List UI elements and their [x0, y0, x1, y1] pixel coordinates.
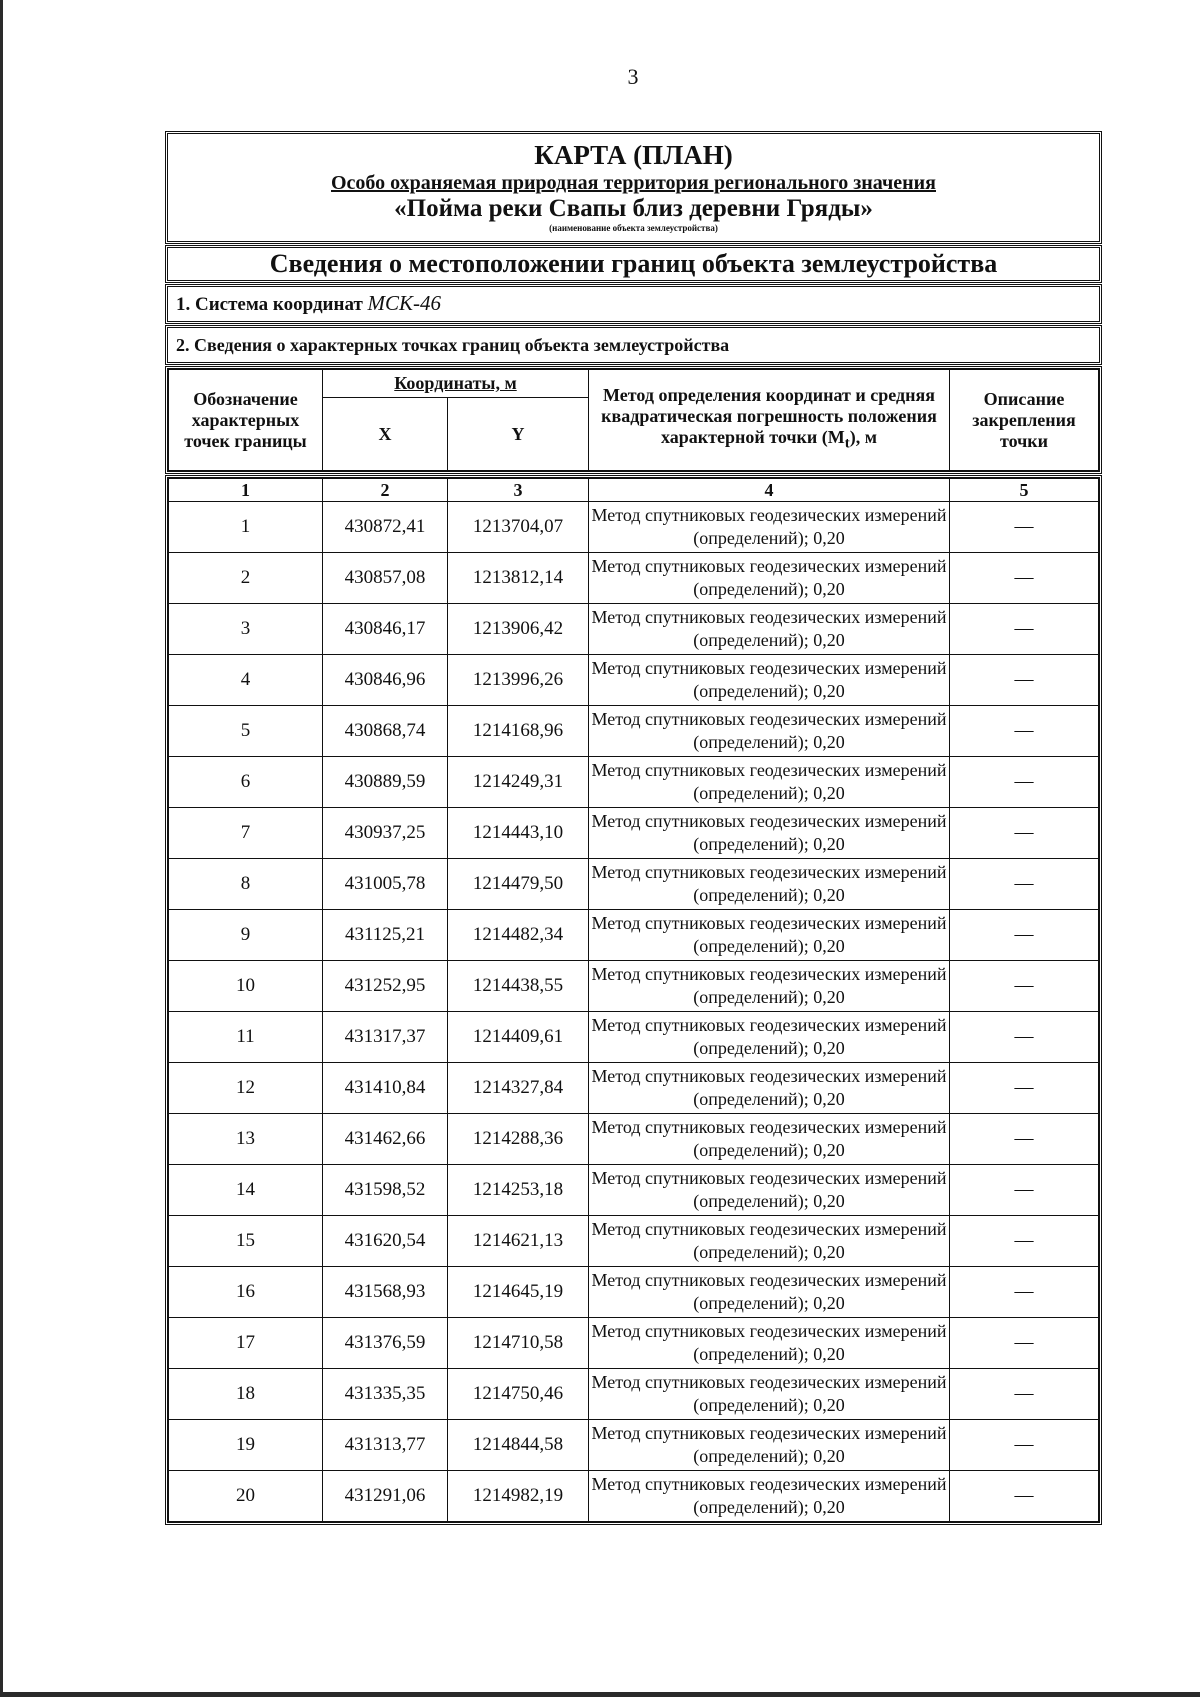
table-row: [169, 655, 1099, 706]
coordinate-y: 1214288,36: [448, 1114, 589, 1165]
points-table-header: [165, 366, 1102, 474]
object-name: «Пойма реки Свапы близ деревни Гряды»: [394, 195, 873, 222]
description-cell: —: [950, 1216, 1099, 1267]
description-cell: —: [950, 604, 1099, 655]
method-cell: Метод спутниковых геодезических измерений (определений); 0,20: [589, 502, 950, 553]
method-cell: Метод спутниковых геодезических измерений (определений); 0,20: [589, 1216, 950, 1267]
description-cell: —: [950, 1063, 1099, 1114]
coordinate-y: 1214479,50: [448, 859, 589, 910]
method-cell: Метод спутниковых геодезических измерений (определений); 0,20: [589, 757, 950, 808]
method-cell: Метод спутниковых геодезических измерений (определений); 0,20: [589, 1165, 950, 1216]
coordinate-x: 431598,52: [323, 1165, 448, 1216]
coordinate-system-value: МСК-46: [367, 291, 441, 315]
coordinate-y: 1213704,07: [448, 502, 589, 553]
coordinate-y: 1214710,58: [448, 1318, 589, 1369]
method-cell: Метод спутниковых геодезических измерений (определений); 0,20: [589, 910, 950, 961]
header-designation: Обозначение характерных точек границы: [169, 370, 323, 471]
method-cell: Метод спутниковых геодезических измерений (определений); 0,20: [589, 1267, 950, 1318]
table-row: [169, 1267, 1099, 1318]
coordinate-x: 431462,66: [323, 1114, 448, 1165]
coordinate-y: 1214249,31: [448, 757, 589, 808]
description-cell: —: [950, 502, 1099, 553]
point-number: 2: [169, 553, 323, 604]
map-title: КАРТА (ПЛАН): [534, 140, 733, 170]
coordinate-y: 1213812,14: [448, 553, 589, 604]
table-row: [169, 1369, 1099, 1420]
coordinate-x: 431252,95: [323, 961, 448, 1012]
description-cell: —: [950, 757, 1099, 808]
description-cell: —: [950, 1420, 1099, 1471]
coordinate-y: 1214482,34: [448, 910, 589, 961]
coordinate-y: 1214982,19: [448, 1471, 589, 1522]
method-cell: Метод спутниковых геодезических измерений (определений); 0,20: [589, 706, 950, 757]
column-number-2: 2: [323, 479, 448, 502]
coordinate-x: 431335,35: [323, 1369, 448, 1420]
coordinate-x: 431620,54: [323, 1216, 448, 1267]
coordinate-y: 1214168,96: [448, 706, 589, 757]
table-row: [169, 1471, 1099, 1522]
coordinate-x: 430846,96: [323, 655, 448, 706]
table-row: [169, 757, 1099, 808]
point-number: 19: [169, 1420, 323, 1471]
table-row: [169, 604, 1099, 655]
coordinate-y: 1213906,42: [448, 604, 589, 655]
header-method-text: Метод определения координат и средняя квадратическая погрешность положения характерной точки (M: [601, 385, 937, 448]
table-row: [169, 1063, 1099, 1114]
description-cell: —: [950, 1114, 1099, 1165]
point-number: 3: [169, 604, 323, 655]
coordinate-x: 431313,77: [323, 1420, 448, 1471]
method-cell: Метод спутниковых геодезических измерений (определений); 0,20: [589, 1369, 950, 1420]
point-number: 17: [169, 1318, 323, 1369]
coordinate-x: 430872,41: [323, 502, 448, 553]
point-number: 18: [169, 1369, 323, 1420]
description-cell: —: [950, 706, 1099, 757]
method-cell: Метод спутниковых геодезических измерений (определений); 0,20: [589, 859, 950, 910]
coordinate-x: 431291,06: [323, 1471, 448, 1522]
method-cell: Метод спутниковых геодезических измерений (определений); 0,20: [589, 961, 950, 1012]
table-row: [169, 961, 1099, 1012]
coordinate-y: 1214645,19: [448, 1267, 589, 1318]
coordinate-y: 1214409,61: [448, 1012, 589, 1063]
header-description: Описание закрепления точки: [950, 370, 1099, 471]
coordinate-x: 431568,93: [323, 1267, 448, 1318]
column-number-1: 1: [169, 479, 323, 502]
method-cell: Метод спутниковых геодезических измерений (определений); 0,20: [589, 1318, 950, 1369]
method-cell: Метод спутниковых геодезических измерений (определений); 0,20: [589, 655, 950, 706]
description-cell: —: [950, 1267, 1099, 1318]
table-row: [169, 1114, 1099, 1165]
object-name-caption: (наименование объекта землеустройства): [549, 223, 718, 233]
header-method-tail: ), м: [849, 427, 877, 448]
method-cell: Метод спутниковых геодезических измерений (определений); 0,20: [589, 1114, 950, 1165]
coordinate-x: 430857,08: [323, 553, 448, 604]
table-row: [169, 1318, 1099, 1369]
point-number: 7: [169, 808, 323, 859]
coordinate-y: 1214844,58: [448, 1420, 589, 1471]
coordinate-y: 1214750,46: [448, 1369, 589, 1420]
coordinate-y: 1214253,18: [448, 1165, 589, 1216]
description-cell: —: [950, 1471, 1099, 1522]
point-number: 6: [169, 757, 323, 808]
coordinate-y: 1214621,13: [448, 1216, 589, 1267]
description-cell: —: [950, 859, 1099, 910]
point-number: 9: [169, 910, 323, 961]
map-header: [165, 131, 1102, 244]
coordinate-x: 430937,25: [323, 808, 448, 859]
description-cell: —: [950, 808, 1099, 859]
coordinate-x: 430846,17: [323, 604, 448, 655]
point-number: 11: [169, 1012, 323, 1063]
table-row: [169, 553, 1099, 604]
coordinate-system: [165, 284, 1102, 324]
description-cell: —: [950, 655, 1099, 706]
method-cell: Метод спутниковых геодезических измерений (определений); 0,20: [589, 808, 950, 859]
table-row: [169, 910, 1099, 961]
description-cell: —: [950, 1369, 1099, 1420]
coordinate-y: 1214443,10: [448, 808, 589, 859]
coordinate-x: 431005,78: [323, 859, 448, 910]
column-number-4: 4: [589, 479, 950, 502]
points-section-title: 2. Сведения о характерных точках границ объекта землеустройства: [165, 325, 1102, 365]
point-number: 12: [169, 1063, 323, 1114]
table-row: [169, 1420, 1099, 1471]
method-cell: Метод спутниковых геодезических измерений (определений); 0,20: [589, 553, 950, 604]
method-cell: Метод спутниковых геодезических измерений (определений); 0,20: [589, 1012, 950, 1063]
description-cell: —: [950, 1012, 1099, 1063]
point-number: 10: [169, 961, 323, 1012]
point-number: 16: [169, 1267, 323, 1318]
scan-edge-left: [0, 0, 3, 1697]
points-table: [165, 475, 1102, 1525]
coordinate-x: 430889,59: [323, 757, 448, 808]
coordinate-x: 431125,21: [323, 910, 448, 961]
header-method-sub: t: [844, 435, 850, 452]
table-row: [169, 859, 1099, 910]
description-cell: —: [950, 1318, 1099, 1369]
section-title: Сведения о местоположении границ объекта землеустройства: [165, 245, 1102, 283]
point-number: 13: [169, 1114, 323, 1165]
column-number-3: 3: [448, 479, 589, 502]
document-sheet: [165, 131, 1102, 1525]
method-cell: Метод спутниковых геодезических измерений (определений); 0,20: [589, 1420, 950, 1471]
table-row: [169, 1165, 1099, 1216]
point-number: 5: [169, 706, 323, 757]
description-cell: —: [950, 1165, 1099, 1216]
column-numbers-row: [169, 479, 1099, 502]
coordinate-x: 431376,59: [323, 1318, 448, 1369]
point-number: 4: [169, 655, 323, 706]
description-cell: —: [950, 910, 1099, 961]
header-method: [589, 370, 950, 471]
header-y: Y: [448, 398, 589, 471]
page-number: 3: [627, 64, 639, 89]
coordinate-system-label: 1. Система координат: [176, 294, 363, 315]
coordinate-x: 431410,84: [323, 1063, 448, 1114]
point-number: 8: [169, 859, 323, 910]
coordinate-y: 1214438,55: [448, 961, 589, 1012]
description-cell: —: [950, 961, 1099, 1012]
coordinate-x: 430868,74: [323, 706, 448, 757]
table-row: [169, 1012, 1099, 1063]
column-number-5: 5: [950, 479, 1099, 502]
point-number: 14: [169, 1165, 323, 1216]
point-number: 20: [169, 1471, 323, 1522]
point-number: 15: [169, 1216, 323, 1267]
method-cell: Метод спутниковых геодезических измерений (определений); 0,20: [589, 604, 950, 655]
coordinate-y: 1214327,84: [448, 1063, 589, 1114]
method-cell: Метод спутниковых геодезических измерений (определений); 0,20: [589, 1471, 950, 1522]
point-number: 1: [169, 502, 323, 553]
table-row: [169, 1216, 1099, 1267]
table-row: [169, 706, 1099, 757]
header-x: X: [323, 398, 448, 471]
table-row: [169, 502, 1099, 553]
scan-edge-bottom: [0, 1692, 1200, 1697]
description-cell: —: [950, 553, 1099, 604]
map-subtitle: Особо охраняемая природная территория регионального значения: [331, 172, 936, 194]
header-coordinates: Координаты, м: [323, 370, 589, 398]
method-cell: Метод спутниковых геодезических измерений (определений); 0,20: [589, 1063, 950, 1114]
table-row: [169, 808, 1099, 859]
coordinate-y: 1213996,26: [448, 655, 589, 706]
coordinate-x: 431317,37: [323, 1012, 448, 1063]
